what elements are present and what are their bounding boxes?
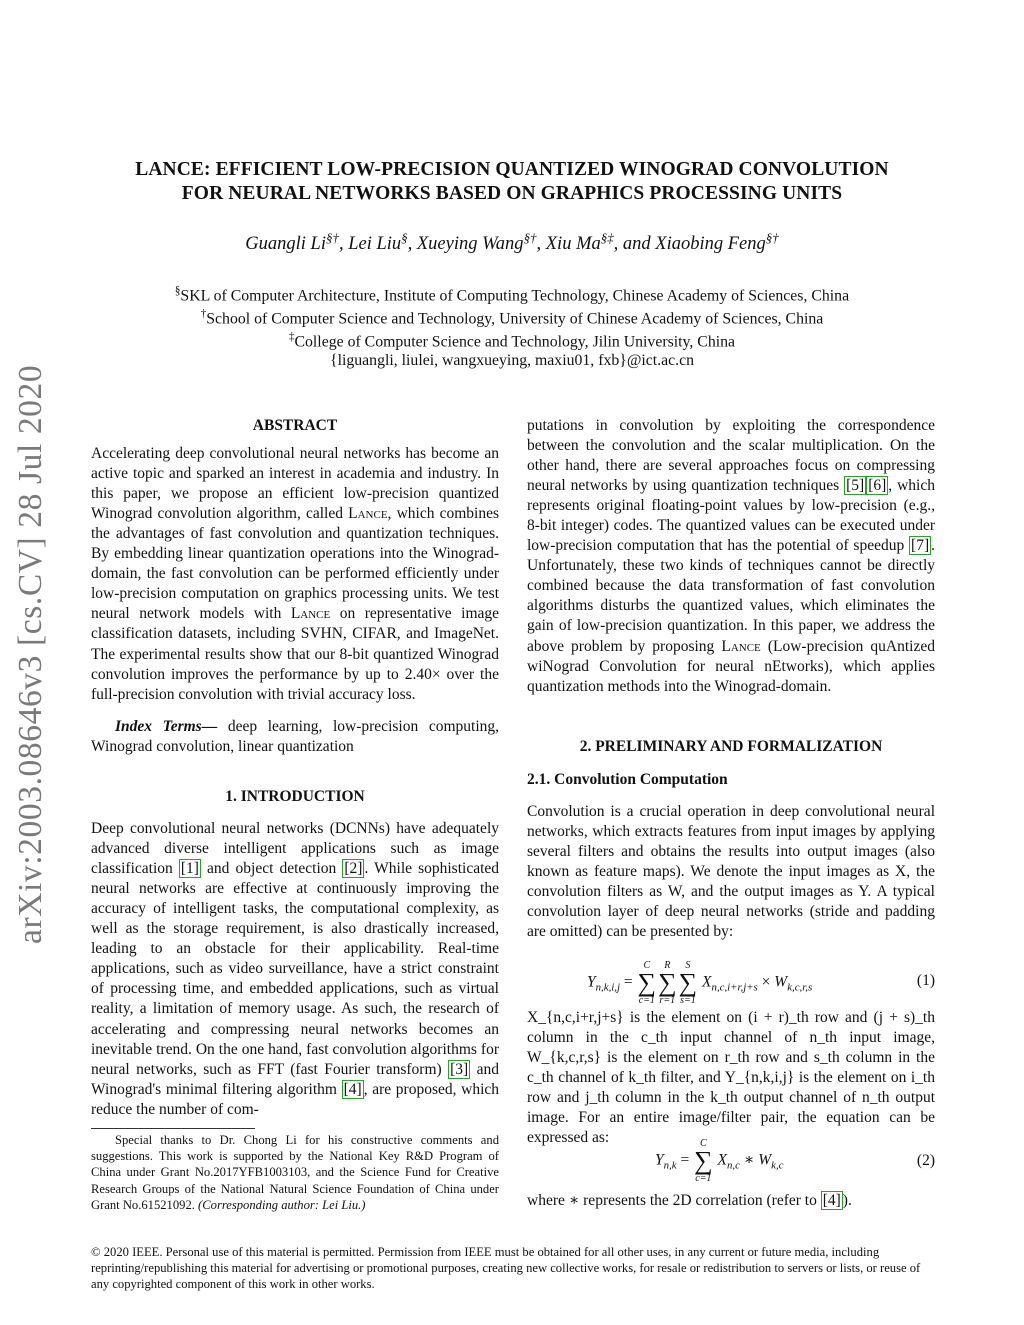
introduction-body: Deep convolutional neural networks (DCNNs) have adequately advanced diverse intelligent applications such as image classification [1] and object detection [2] . While sophisticated neural networks are effective at continuously improving the accuracy of intelligent tasks, the computational complexity, as well as the storage requirement, is also drastically increased, leading to an obstacle for their applicability. Real-time applications, such as video surveillance, have a strict constraint of processing time, and embedded applications, such as virtual reality, a limitation of memory usage. As such, the research of accelerating and compressing neural networks becomes an inevitable trend. On the one hand, fast convolution algorithms for neural networks, such as FFT (fast Fourier transform) [3] and Winograd's minimal filtering algorithm [4] , are proposed, which reduce the number of com- (91, 820, 500, 1118)
citation-link[interactable]: [2] (344, 860, 363, 878)
section-2 (527, 737, 935, 942)
citation-link[interactable]: [4] (343, 1080, 362, 1098)
affiliation-jlu-text: College of Computer Science and Technology, Jilin University, China (294, 333, 736, 351)
corresponding-author: (Corresponding author: Lei Liu.) (198, 1197, 366, 1212)
footnote-text: Special thanks to Dr. Chong Li for his constructive comments and suggestions. This work is supported by the National Key R&D Program of China under Grant No.2017YFB1003103, and the Science Fund for Creative Research Groups of the National Natural Science Foundation of China under Grant No.61521092. (91, 1133, 499, 1212)
author-3-mark: §† (523, 230, 537, 245)
citation-link[interactable]: [7] (911, 537, 930, 555)
affiliation-ucas-mark: † (200, 308, 207, 320)
author-2-mark: § (401, 230, 408, 245)
section-2-heading: 2. PRELIMINARY AND FORMALIZATION (579, 738, 883, 755)
author-5: Xiaobing Feng (655, 234, 766, 255)
copyright-text: 2020 IEEE. Personal use of this material is permitted. Permission from IEEE must be obtained for all other uses, in any current or future media, including reprinting/republishing this material for advertising or promotional purposes, creating new collective works, for resale or redistribution to servers or lists, or reuse of any copyrighted component of this work in other works. (91, 1245, 921, 1292)
author-emails: {liguangli, liulei, wangxueying, maxiu01, fxb}@ict.ac.cn (330, 352, 694, 369)
footnote-rule (91, 1128, 255, 1129)
citation-link[interactable]: [1] (180, 860, 199, 878)
equation-1-number: (1) (916, 972, 935, 989)
equation-1-body: $Y_{n,k,i,j}$ = C ∑ c=1 R ∑ r=1 S ∑ s=1 $X_{n,c,i+r,j+s} \times W_{k,c,r,s}$ (587, 960, 813, 1006)
author-3: Xueying Wang (416, 234, 524, 255)
introduction-heading: 1. INTRODUCTION (225, 788, 365, 805)
copyright-notice (91, 1244, 941, 1293)
title-line-1: LANCE: EFFICIENT LOW-PRECISION QUANTIZED WINOGRAD CONVOLUTION (135, 159, 889, 180)
introduction-section (91, 787, 499, 1120)
citation-link[interactable]: [4] (822, 1192, 841, 1209)
equation-1 (527, 956, 935, 1008)
lance-name: Lance (721, 637, 761, 655)
lance-name: Lance (348, 505, 388, 523)
equation-2-body: $Y_{n,k}$ = C ∑ c=1 $X_{n,c}$ ∗ $W_{k,c}$ (655, 1138, 784, 1184)
section-2-body-3: where ∗ represents the 2D correlation (refer to [4] ). (527, 1192, 852, 1209)
title-line-2: FOR NEURAL NETWORKS BASED ON GRAPHICS PROCESSING UNITS (181, 183, 843, 204)
abstract-section (91, 416, 499, 757)
affiliation-skl-text: SKL of Computer Architecture, Institute of Computing Technology, Chinese Academy of Sciences, China (180, 287, 850, 305)
lance-name: Lance (290, 605, 331, 623)
subsection-2-1-heading: 2.1. Convolution Computation (527, 771, 728, 789)
citation-link[interactable]: [5] (846, 477, 865, 495)
equation-2 (527, 1134, 935, 1184)
section-2-body-2: X_{n,c,i+r,j+s} is the element on (i + r)_th row and (j + s)_th column in the c_th input channel of n_th input image, W_{k,c,r,s} is the element on r_th row and s_th column in the c_th channel of k_th filter, and Y_{n,k,i,j} is the element on i_th row and j_th column in the k_th output channel of n_th output image. For an entire image/filter pair, the equation can be expressed as: (527, 1009, 935, 1147)
author-4: Xiu Ma (545, 234, 601, 255)
citation-link[interactable]: [3] (450, 1060, 469, 1078)
author-5-mark: §† (765, 230, 779, 245)
index-terms-label: Index Terms— (115, 717, 218, 735)
footnote (91, 1132, 499, 1213)
abstract-body: Accelerating deep convolutional neural networks has become an active topic and sparked an interest in academia and industry. In this paper, we propose an efficient low-precision quantized Winograd convolution algorithm, called Lance, which combines the advantages of fast convolution and quantization techniques. By embedding linear quantization operations into the Winograd-domain, the fast convolution can be performed efficiently under low-precision computation on graphics processing units. We test neural network models with Lance on representative image classification datasets, including SVHN, CIFAR, and ImageNet. The experimental results show that our 8-bit quantized Winograd convolution improves the performance by up to 2.40× over the full-precision convolution with trivial accuracy loss. (91, 445, 500, 703)
author-1: Guangli Li (245, 234, 326, 255)
citation-link[interactable]: [6] (868, 477, 887, 495)
paper-title (80, 158, 944, 206)
intro-continued: putations in convolution by exploiting the correspondence between the convolution and the scalar multiplication. On the other hand, there are several approaches focus on compressing neural networks by using quantization techniques [5] [6] , which represents original floating-point values by low-precision (e.g., 8-bit integer) codes. The quantized values can be executed under low-precision computation that has the potential of speedup [7] . Unfortunately, these two kinds of techniques cannot be directly combined because the data transformation of fast convolution algorithms disturbs the quantized values, which eliminates the gain of low-precision quantization. In this paper, we address the above problem by proposing Lance (Low-precision quAntized wiNograd Convolution for neural nEtworks), which applies quantization methods into the Winograd-domain. (527, 417, 935, 695)
section-2-body: Convolution is a crucial operation in deep convolutional neural networks, which extracts features from input images by applying several filters and obtains the results into output images (also known as feature maps). We denote the input images as X, the convolution filters as W, and the output images as Y. A typical convolution layer of deep neural networks (stride and padding are omitted) can be presented by: (527, 803, 935, 941)
affiliation-skl-mark: § (174, 285, 181, 297)
author-and: and (622, 234, 651, 255)
affiliation-jlu-mark: ‡ (288, 331, 295, 343)
affiliation-ucas-text: School of Computer Science and Technology, University of Chinese Academy of Sciences, China (206, 310, 824, 328)
abstract-heading: ABSTRACT (252, 417, 338, 434)
index-terms: Index Terms— deep learning, low-precision computing, Winograd convolution, linear quantization (91, 717, 500, 755)
author-list: Guangli Li§†, Lei Liu§, Xueying Wang§†, Xiu Ma§‡, and Xiaobing Feng§† (245, 230, 779, 255)
equation-2-number: (2) (916, 1152, 935, 1169)
author-1-mark: §† (326, 230, 339, 245)
author-2: Lei Liu (348, 234, 402, 255)
copyright-symbol: © (91, 1245, 101, 1259)
arxiv-stamp: arXiv:2003.08646v3 [cs.CV] 28 Jul 2020 (12, 364, 49, 944)
author-4-mark: §‡ (600, 230, 614, 245)
